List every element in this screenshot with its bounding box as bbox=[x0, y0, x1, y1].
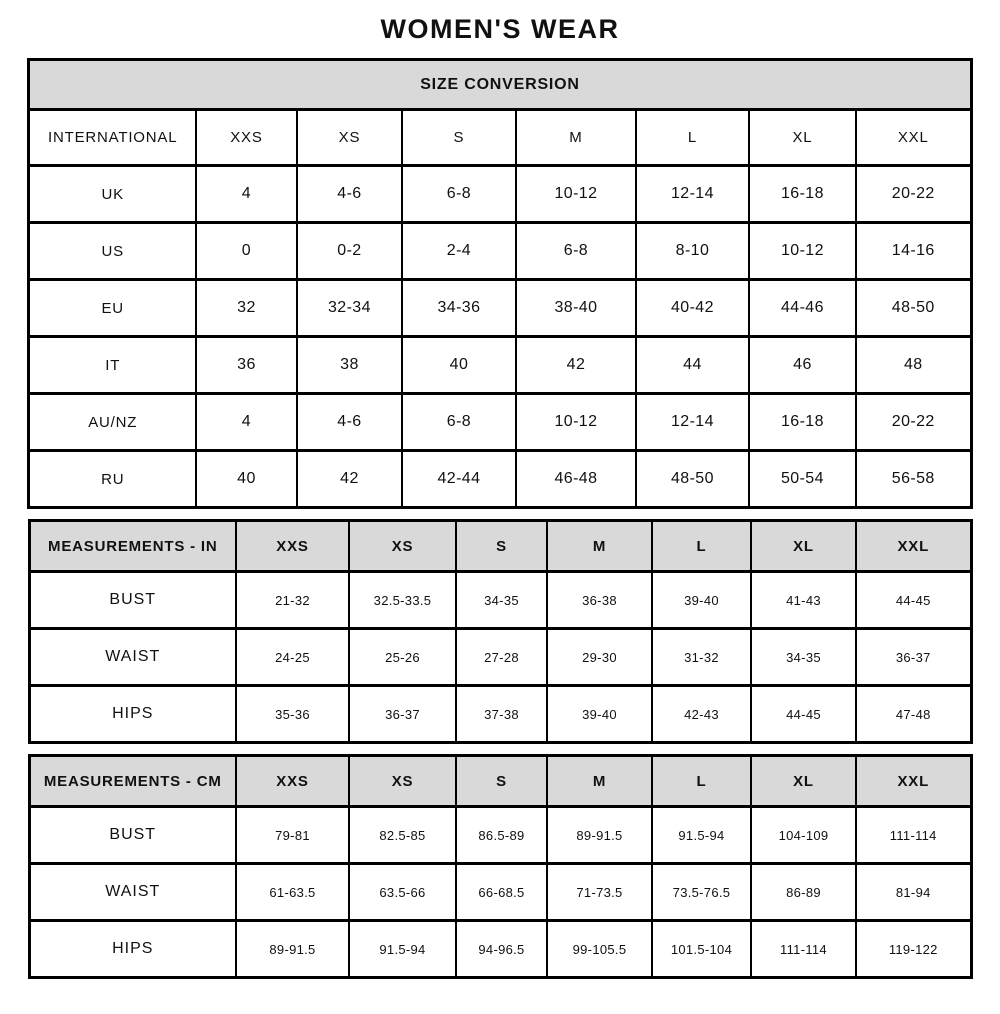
value-cell: 34-36 bbox=[402, 280, 516, 337]
header-cell: XXL bbox=[856, 110, 971, 166]
value-cell: 73.5-76.5 bbox=[652, 864, 751, 921]
header-cell: XXS bbox=[196, 110, 297, 166]
row-label: IT bbox=[29, 337, 196, 394]
value-cell: 35-36 bbox=[236, 686, 349, 743]
value-cell: 34-35 bbox=[751, 629, 856, 686]
value-cell: 16-18 bbox=[749, 166, 856, 223]
table-row bbox=[29, 394, 971, 451]
table-row bbox=[29, 337, 971, 394]
header-cell: L bbox=[636, 110, 749, 166]
value-cell: 101.5-104 bbox=[652, 921, 751, 978]
value-cell: 36-38 bbox=[547, 572, 652, 629]
table-row bbox=[29, 864, 971, 921]
value-cell: 14-16 bbox=[856, 223, 971, 280]
value-cell: 119-122 bbox=[856, 921, 971, 978]
value-cell: 86.5-89 bbox=[456, 807, 547, 864]
value-cell: 94-96.5 bbox=[456, 921, 547, 978]
header-cell: XS bbox=[349, 521, 456, 572]
value-cell: 44-46 bbox=[749, 280, 856, 337]
row-label: HIPS bbox=[29, 686, 236, 743]
value-cell: 0-2 bbox=[297, 223, 402, 280]
value-cell: 81-94 bbox=[856, 864, 971, 921]
header-cell: XL bbox=[751, 521, 856, 572]
value-cell: 6-8 bbox=[402, 166, 516, 223]
value-cell: 111-114 bbox=[856, 807, 971, 864]
value-cell: 48 bbox=[856, 337, 971, 394]
value-cell: 63.5-66 bbox=[349, 864, 456, 921]
value-cell: 32-34 bbox=[297, 280, 402, 337]
value-cell: 34-35 bbox=[456, 572, 547, 629]
measurements-in-table bbox=[28, 519, 973, 744]
value-cell: 20-22 bbox=[856, 394, 971, 451]
table-row bbox=[29, 921, 971, 978]
value-cell: 27-28 bbox=[456, 629, 547, 686]
value-cell: 82.5-85 bbox=[349, 807, 456, 864]
header-cell: XXL bbox=[856, 521, 971, 572]
table-row bbox=[29, 629, 971, 686]
row-label: WAIST bbox=[29, 629, 236, 686]
value-cell: 91.5-94 bbox=[349, 921, 456, 978]
row-label: RU bbox=[29, 451, 196, 508]
value-cell: 42 bbox=[516, 337, 636, 394]
header-cell: XXL bbox=[856, 756, 971, 807]
value-cell: 86-89 bbox=[751, 864, 856, 921]
value-cell: 16-18 bbox=[749, 394, 856, 451]
row-label: EU bbox=[29, 280, 196, 337]
value-cell: 40 bbox=[402, 337, 516, 394]
value-cell: 21-32 bbox=[236, 572, 349, 629]
header-cell: M bbox=[516, 110, 636, 166]
value-cell: 2-4 bbox=[402, 223, 516, 280]
measurements-cm-table bbox=[28, 754, 973, 979]
header-cell: S bbox=[456, 756, 547, 807]
header-cell: XL bbox=[749, 110, 856, 166]
header-cell: XXS bbox=[236, 756, 349, 807]
header-cell: MEASUREMENTS - IN bbox=[29, 521, 236, 572]
value-cell: 46 bbox=[749, 337, 856, 394]
value-cell: 42 bbox=[297, 451, 402, 508]
header-cell: MEASUREMENTS - CM bbox=[29, 756, 236, 807]
row-label: BUST bbox=[29, 572, 236, 629]
value-cell: 99-105.5 bbox=[547, 921, 652, 978]
table-header-row bbox=[29, 521, 971, 572]
value-cell: 44 bbox=[636, 337, 749, 394]
value-cell: 37-38 bbox=[456, 686, 547, 743]
value-cell: 4-6 bbox=[297, 166, 402, 223]
value-cell: 42-43 bbox=[652, 686, 751, 743]
header-cell: S bbox=[402, 110, 516, 166]
header-cell: L bbox=[652, 521, 751, 572]
value-cell: 12-14 bbox=[636, 394, 749, 451]
value-cell: 4-6 bbox=[297, 394, 402, 451]
value-cell: 89-91.5 bbox=[236, 921, 349, 978]
table-row bbox=[29, 686, 971, 743]
value-cell: 50-54 bbox=[749, 451, 856, 508]
value-cell: 12-14 bbox=[636, 166, 749, 223]
value-cell: 8-10 bbox=[636, 223, 749, 280]
row-label: UK bbox=[29, 166, 196, 223]
value-cell: 79-81 bbox=[236, 807, 349, 864]
value-cell: 40 bbox=[196, 451, 297, 508]
value-cell: 71-73.5 bbox=[547, 864, 652, 921]
value-cell: 36-37 bbox=[856, 629, 971, 686]
value-cell: 48-50 bbox=[636, 451, 749, 508]
value-cell: 61-63.5 bbox=[236, 864, 349, 921]
value-cell: 0 bbox=[196, 223, 297, 280]
header-cell: M bbox=[547, 756, 652, 807]
row-label: US bbox=[29, 223, 196, 280]
size-conversion-table bbox=[27, 58, 972, 509]
header-cell: XS bbox=[297, 110, 402, 166]
table-row bbox=[29, 223, 971, 280]
table-row bbox=[29, 807, 971, 864]
size-conversion-banner: SIZE CONVERSION bbox=[29, 60, 971, 110]
header-cell: M bbox=[547, 521, 652, 572]
value-cell: 32 bbox=[196, 280, 297, 337]
value-cell: 48-50 bbox=[856, 280, 971, 337]
value-cell: 20-22 bbox=[856, 166, 971, 223]
value-cell: 32.5-33.5 bbox=[349, 572, 456, 629]
header-cell: S bbox=[456, 521, 547, 572]
value-cell: 36-37 bbox=[349, 686, 456, 743]
value-cell: 10-12 bbox=[516, 166, 636, 223]
table-row bbox=[29, 280, 971, 337]
value-cell: 44-45 bbox=[856, 572, 971, 629]
value-cell: 111-114 bbox=[751, 921, 856, 978]
value-cell: 66-68.5 bbox=[456, 864, 547, 921]
value-cell: 4 bbox=[196, 394, 297, 451]
value-cell: 38 bbox=[297, 337, 402, 394]
value-cell: 41-43 bbox=[751, 572, 856, 629]
value-cell: 56-58 bbox=[856, 451, 971, 508]
header-cell: L bbox=[652, 756, 751, 807]
value-cell: 29-30 bbox=[547, 629, 652, 686]
header-cell: XXS bbox=[236, 521, 349, 572]
value-cell: 6-8 bbox=[402, 394, 516, 451]
value-cell: 4 bbox=[196, 166, 297, 223]
row-label: WAIST bbox=[29, 864, 236, 921]
value-cell: 31-32 bbox=[652, 629, 751, 686]
value-cell: 36 bbox=[196, 337, 297, 394]
header-cell: XL bbox=[751, 756, 856, 807]
value-cell: 10-12 bbox=[749, 223, 856, 280]
header-cell: INTERNATIONAL bbox=[29, 110, 196, 166]
row-label: HIPS bbox=[29, 921, 236, 978]
value-cell: 39-40 bbox=[547, 686, 652, 743]
value-cell: 46-48 bbox=[516, 451, 636, 508]
header-cell: XS bbox=[349, 756, 456, 807]
row-label: AU/NZ bbox=[29, 394, 196, 451]
value-cell: 40-42 bbox=[636, 280, 749, 337]
value-cell: 44-45 bbox=[751, 686, 856, 743]
table-row bbox=[29, 451, 971, 508]
value-cell: 104-109 bbox=[751, 807, 856, 864]
table-row bbox=[29, 572, 971, 629]
value-cell: 10-12 bbox=[516, 394, 636, 451]
page-title: WOMEN'S WEAR bbox=[380, 14, 620, 44]
value-cell: 47-48 bbox=[856, 686, 971, 743]
table-row bbox=[29, 60, 971, 110]
value-cell: 25-26 bbox=[349, 629, 456, 686]
value-cell: 38-40 bbox=[516, 280, 636, 337]
table-header-row bbox=[29, 756, 971, 807]
value-cell: 91.5-94 bbox=[652, 807, 751, 864]
value-cell: 89-91.5 bbox=[547, 807, 652, 864]
table-row bbox=[29, 166, 971, 223]
table-header-row bbox=[29, 110, 971, 166]
value-cell: 39-40 bbox=[652, 572, 751, 629]
value-cell: 6-8 bbox=[516, 223, 636, 280]
value-cell: 24-25 bbox=[236, 629, 349, 686]
row-label: BUST bbox=[29, 807, 236, 864]
value-cell: 42-44 bbox=[402, 451, 516, 508]
